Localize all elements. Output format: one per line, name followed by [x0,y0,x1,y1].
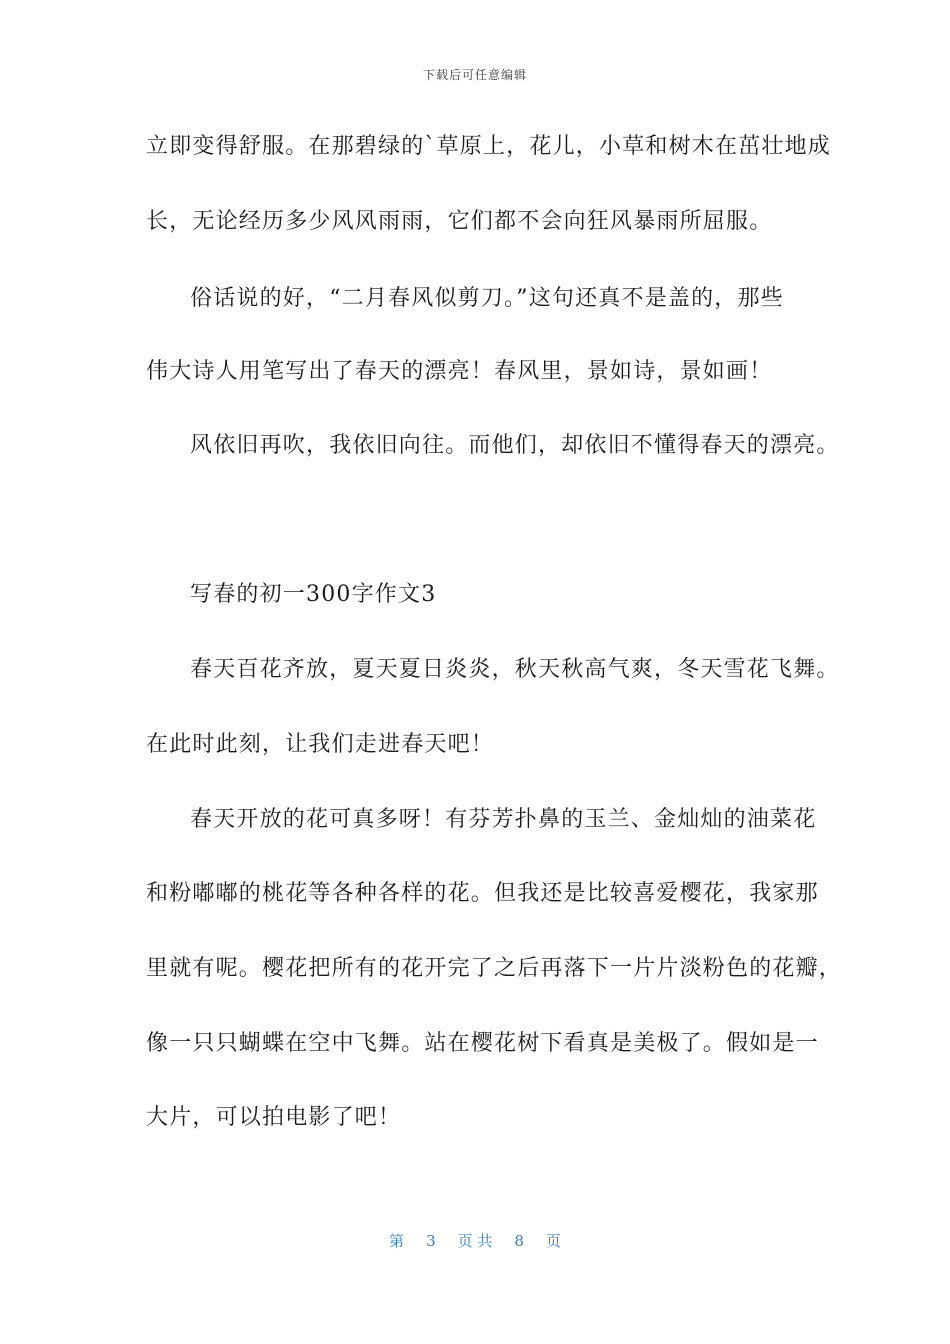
paragraph-line: 像一只只蝴蝶在空中飞舞。站在樱花树下看真是美极了。假如是一 [146,1031,819,1056]
page-footer [0,1230,950,1251]
paragraph-line: 春天百花齐放，夏天夏日炎炎，秋天秋高气爽，冬天雪花飞舞。 [190,657,840,682]
paragraph-line: 俗话说的好，“二月春风似剪刀。”这句还真不是盖的，那些 [190,286,784,311]
paragraph-line: 春天开放的花可真多呀！有芬芳扑鼻的玉兰、金灿灿的油菜花 [190,807,817,832]
page-header: 下载后可任意编辑 [422,68,527,82]
section-title: 写春的初一300字作文3 [190,582,437,607]
paragraph-line: 伟大诗人用笔写出了春天的漂亮！春风里，景如诗，景如画！ [146,359,773,384]
current-page-number: 3 [426,1232,436,1250]
paragraph-line: 大片，可以拍电影了吧！ [146,1105,402,1130]
paragraph-line: 在此时此刻，让我们走进春天吧！ [146,732,495,757]
footer-suffix: 页 [545,1232,561,1250]
paragraph-line: 风依旧再吹，我依旧向往。而他们，却依旧不懂得春天的漂亮。 [190,433,840,458]
paragraph-line: 长，无论经历多少风风雨雨，它们都不会向狂风暴雨所屈服。 [146,209,773,234]
total-pages-number: 8 [514,1232,524,1250]
paragraph-line: 里就有呢。樱花把所有的花开完了之后再落下一片片淡粉色的花瓣， [146,956,843,981]
footer-middle: 页 共 [457,1232,493,1250]
paragraph-line: 和粉嘟嘟的桃花等各种各样的花。但我还是比较喜爱樱花，我家那 [146,881,819,906]
footer-prefix: 第 [389,1232,405,1250]
paragraph-line: 立即变得舒服。在那碧绿的`草原上，花儿，小草和树木在茁壮地成 [146,134,832,159]
